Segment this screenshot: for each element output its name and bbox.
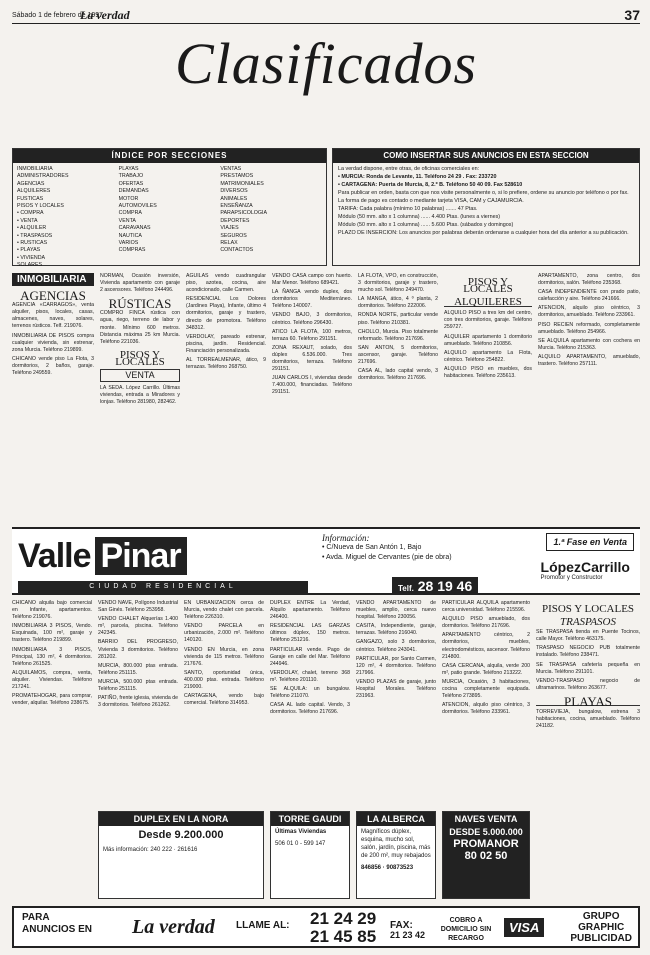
classified-ad: CARTAGENA, vendo bajo comercial. Teléfono 314953.	[184, 693, 264, 707]
classified-ad: AL TORREALMENAR, ático, 9 terrazas. Teléfono 268750.	[186, 357, 266, 371]
classified-ad: NORMAN, Ocasión inversión, Vivienda apartamento con garaje 2 ascensores. Teléfono 244496.	[100, 273, 180, 294]
ad-phone: 80 02 50	[464, 850, 508, 862]
classified-ad: INMOBILIARIA 3 PISOS, Principal, 130 m², 4 dormitorios. Teléfono 261525.	[12, 646, 92, 667]
index-item: VIAJES	[220, 225, 239, 232]
subhead-pisos-locales: PISOS Y LOCALES	[463, 276, 513, 296]
ad-text: Magníficos dúplex, esquina, mucho sol, salón, jardín, piscina, más de 200 m², muy rebajados	[361, 829, 431, 859]
column-b1	[12, 600, 92, 805]
classified-ad: CASA AL lado capital. Vendo, 3 dormitorios. Teléfono 217696.	[270, 702, 350, 716]
duplex-la-nora-ad[interactable]	[98, 811, 264, 899]
classified-ad: ALQUILO apartamento La Flota, céntrico. Teléfono 254822.	[444, 349, 532, 363]
index-item: ANIMALES	[220, 195, 248, 202]
index-item: MATRIMONIALES	[220, 180, 264, 187]
ad-title: LA ALBERCA	[357, 812, 435, 826]
subhead-agencias: AGENCIAS	[20, 288, 86, 304]
ads-list	[184, 600, 264, 707]
index-item: DEPORTES	[220, 217, 250, 224]
classified-ad: VERDOLAY, pareado estrenar, piscina, jardín. Residencial. Financiación personalizada.	[186, 333, 266, 354]
index-item: • RUSTICAS	[17, 240, 48, 247]
classified-ad: MURCIA, 500.000 ptas entrada. Teléfono 251115.	[98, 678, 178, 693]
index-item: DEMANDAS	[118, 188, 149, 195]
classified-ad: VENDO CHALET Alquerías 1.400 m², parcela, piscina. Teléfono 242345.	[98, 616, 178, 637]
classified-ad: PROMATEHOGAR, para comprar, vender, alquilar. Teléfono 238675.	[12, 693, 92, 707]
footer-line-1: PARA	[22, 912, 50, 923]
naves-venta-ad[interactable]	[442, 811, 530, 899]
grupo-line-1: GRUPO	[582, 911, 620, 922]
ads-list	[444, 310, 532, 380]
subhead-traspasos: TRASPASOS	[559, 616, 617, 629]
valle-pinar-banner[interactable]	[12, 527, 640, 595]
ads-list	[100, 310, 180, 345]
ad-title: NAVES VENTA	[443, 812, 529, 826]
ads-list	[538, 273, 640, 368]
classified-ad: VENDO PARCELA en urbanización, 2.000 m². Teléfono 140120.	[184, 623, 264, 644]
index-item: ADMINISTRADORES	[17, 173, 69, 180]
classified-ad: PATIÑO, frente iglesia, vivienda de 3 dormitorios. Teléfono 261262.	[98, 695, 178, 709]
footer-cobro: COBRO A DOMICILIO SIN RECARGO	[440, 917, 492, 942]
info-address-1: • C/Nueva de San Antón 1, Bajo	[322, 544, 422, 551]
issue-date: Sábado 1 de febrero de 1997	[12, 12, 104, 19]
classified-ad: VENDO APARTAMENTO de muebles, amplio, cerca nuevo hospital. Teléfono 230056.	[356, 600, 436, 621]
index-item: ENSEÑANZA	[220, 203, 253, 210]
index-item: • VIVIENDA	[17, 254, 46, 261]
column-2	[100, 273, 180, 523]
ads-list	[12, 600, 92, 707]
classified-ad: CASITA, Independiente, garaje, terrazas. Teléfono 216040.	[356, 623, 436, 637]
classified-ad: PISO RECIEN reformado, completamente amueblado. Teléfono 254966.	[538, 321, 640, 335]
classified-ad: CASA INDEPENDIENTE con prado patio, calefacción y aire. Teléfono 241666.	[538, 289, 640, 303]
classified-ad: LA SEDA. López Carrillo. Últimas viviendas, entrada a Miradores y lonjas. Teléfono 281980, 282462.	[100, 385, 180, 406]
ads-list	[272, 273, 352, 397]
classified-ad: SE TRASPASA cafetería pequeña en Murcia. Teléfono 291101.	[536, 661, 640, 675]
index-item: OFERTAS	[118, 180, 144, 187]
index-column-3	[220, 166, 322, 270]
banner-brand	[18, 537, 187, 576]
index-item: COMPRA	[118, 210, 142, 217]
ads-list	[186, 273, 266, 371]
classified-ad: PARTICULAR vende. Pago de Garaje en calle del Mar. Teléfono 244946.	[270, 646, 350, 667]
how-to-line: La verdad dispone, entre otras, de oficinas comerciales en:	[338, 166, 480, 172]
brand-word-1: Valle	[18, 537, 91, 575]
page-number: 37	[624, 7, 640, 23]
how-to-line: TARIFA: Cada palabra (mínimo 10 palabras) ....... 47 Ptas.	[338, 206, 478, 212]
classified-ad: CHOLLO, Murcia. Piso totalmente reformado. Teléfono 217696.	[358, 328, 438, 342]
index-item: • TRASPASOS	[17, 232, 53, 239]
index-item: INMOBILIARIA	[17, 166, 53, 172]
column-3	[186, 273, 266, 523]
classified-ad: VENDO-TRASPASO negocio de ultramarinos. Teléfono 263677.	[536, 677, 640, 691]
info-title: Información:	[322, 533, 370, 543]
index-item: CARAVANAS	[118, 225, 151, 232]
index-item: PLAYAS	[118, 166, 139, 172]
footer-contact-bar	[12, 906, 640, 948]
subhead-alquileres: ALQUILERES	[444, 299, 532, 307]
classified-ad: SAN ANTON, 5 dormitorios, ascensor, garaje. Teléfono 217696.	[358, 344, 438, 366]
index-item: • ALQUILER	[17, 225, 47, 232]
phone-1: 21 24 29	[310, 909, 377, 928]
classified-ad: VENDO NAVE, Polígono Industrial San Ginés. Teléfono 253958.	[98, 600, 178, 614]
classified-ad: VENDO CASA campo con huerto. Mar Menor. Teléfono 689421.	[272, 273, 352, 287]
column-b3	[184, 600, 264, 805]
column-b2	[98, 600, 178, 805]
classified-ad: RESIDENCIAL LAS GARZAS últimos dúplex, 150 metros. Teléfono 251216.	[270, 623, 350, 644]
banner-phone	[392, 577, 478, 595]
ads-list	[98, 600, 178, 709]
phone-label: Telf.	[398, 584, 414, 593]
classified-ad: GANGAZO, solo 3 dormitorios, céntrico. Teléfono 243041.	[356, 639, 436, 653]
classified-ad: AGUILAS vendo cuadrangular piso, azotea, cocina, aire acondicionado, calle Carmen.	[186, 273, 266, 294]
la-alberca-ad[interactable]	[356, 811, 436, 899]
column-b5	[356, 600, 436, 805]
classified-ad: INMOBILIARIA DE PISOS compra cualquier vivienda, sin estrenar, zona Murcia. Teléfono 219899.	[12, 332, 94, 353]
classified-ad: EN URBANIZACION cerca de Murcia, vendo chalet con parcela. Teléfono 226310.	[184, 600, 264, 621]
ad-brand: PROMANOR	[453, 838, 519, 850]
how-to-line: Módulo (50 mm. alto x 1 columna) ...... 4.400 Ptas. (lunes a viernes)	[338, 214, 501, 220]
classified-ad: ALQUILAMOS, compra, venta, alquiler. Viviendas. Teléfono 217241.	[12, 669, 92, 691]
ads-list	[356, 600, 436, 700]
classified-ad: APARTAMENTO, zona centro, dos dormitorios, salón. Teléfono 235368.	[538, 273, 640, 287]
classified-ad: APARTAMENTO céntrico, 2 dormitorios, muebles, electrodomésticos, ascensor. Teléfono 214800.	[442, 632, 530, 660]
index-item: • VENTA	[17, 217, 38, 224]
section-header-inmobiliaria: INMOBILIARIA	[12, 273, 94, 286]
classified-ad: ZONA REXAUT, solado, dos dúplex 6.536.000. Tres dormitorios, terraza. Teléfono 291151.	[272, 344, 352, 373]
classified-ad: ATENCION, alquilo piso céntrico, 3 dormitorios, amueblado. Teléfono 233961.	[538, 305, 640, 319]
ads-list	[442, 600, 530, 716]
classified-ad: COMPRO FINCA rústica con agua, riego, terreno de labor y monte. Mínimo 600 metros. Distancia máxima 25 km Murcia. Teléfono 221036.	[100, 310, 180, 345]
ad-title: DUPLEX EN LA NORA	[99, 812, 263, 826]
classified-ad: JUAN CARLOS I, viviendas desde 7.400.000, financiadas. Teléfono 291151.	[272, 375, 352, 396]
classified-ad: VENDO BAJO, 3 dormitorios, céntrico. Teléfono 296430.	[272, 312, 352, 326]
footer-paper: La verdad	[132, 916, 215, 938]
index-item: AUTOMOVILES	[118, 203, 157, 210]
banner-info	[322, 533, 452, 563]
classified-ad: ALQUILER apartamento 1 dormitorio amueblado. Teléfono 210856.	[444, 333, 532, 347]
how-to-title: COMO INSERTAR SUS ANUNCIOS EN ESTA SECCION	[333, 149, 639, 163]
index-item: SOLARES	[17, 262, 43, 269]
classified-ad: TORREVIEJA, bungalow, estrena 3 habitaciones, cocina, amueblado. Teléfono 241182.	[536, 709, 640, 730]
brand-word-2: Pinar	[95, 537, 187, 575]
subhead-pisos-locales: PISOS Y LOCALES	[115, 348, 165, 368]
banner-subtitle: CIUDAD RESIDENCIAL	[18, 581, 308, 593]
classified-ad: ALQUILO PISO en muebles, dos habitaciones. Teléfono 235613.	[444, 365, 532, 380]
ad-title: TORRE GAUDI	[271, 812, 349, 826]
visa-logo: VISA	[504, 918, 544, 937]
index-title: ÍNDICE POR SECCIONES	[13, 149, 326, 163]
grupo-graphic-logo	[570, 911, 632, 944]
index-item: VENTAS	[220, 166, 242, 172]
index-item: COMPRAS	[118, 247, 146, 254]
classified-ad: MURCIA, Ocasión, 3 habitaciones, cocina completamente equipada. Teléfono 273895.	[442, 678, 530, 700]
classified-ad: LA FLOTA, VPO, en construcción, 3 dormitorios, garaje y trastero, mucho sol. Teléfono 249470.	[358, 273, 438, 294]
ads-list	[358, 273, 438, 382]
ad-info: Más información: 240 222 · 261616	[103, 847, 198, 853]
index-item: • PLAYAS	[17, 247, 41, 254]
index-item: PISOS Y LOCALES	[17, 203, 64, 210]
index-item: CONTACTOS	[220, 247, 254, 254]
index-item: ALQUILERES	[17, 188, 51, 195]
index-item: PARAPSICOLOGIA	[220, 210, 268, 217]
classified-ad: ALQUILO PISO a tres km del centro, con tres dormitorios, garaje. Teléfono 259727.	[444, 310, 532, 331]
index-item: AGENCIAS	[17, 180, 45, 187]
grupo-line-2: GRAPHIC	[578, 922, 625, 933]
fax-label: FAX:	[390, 920, 413, 931]
classified-ad: ALQUILO PISO amueblado, dos dormitorios. Teléfono 217696.	[442, 616, 530, 630]
subhead-playas: PLAYAS	[536, 698, 640, 706]
ads-list	[100, 385, 180, 406]
fax-number: 21 23 42	[390, 930, 426, 940]
classified-ad: CASA CERCANA, alquila, verde 200 m², patio grande. Teléfono 213222.	[442, 662, 530, 676]
section-title: Clasificados	[174, 31, 478, 96]
index-item: • COMPRA	[17, 210, 44, 217]
how-to-line: Módulo (50 mm. alto x 1 columna) ...... 5.600 Ptas. (sábados y domingos)	[338, 222, 514, 228]
classified-ad: VENDO PLAZAS de garaje, junto Hospital Morales. Teléfono 231963.	[356, 678, 436, 700]
classified-ad: LA ÑANGA vendo duplex, dos dormitorios Mediterráneo. Teléfono 140007.	[272, 289, 352, 310]
classified-ad: TRASPASO NEGOCIO PUB totalmente instalado. Teléfono 238471.	[536, 645, 640, 659]
how-to-line: La forma de pago es contado o mediante tarjeta VISA, CAM y CAJAMURCIA.	[338, 198, 524, 204]
subhead-pisos-locales: PISOS Y LOCALES	[541, 603, 635, 615]
grupo-line-3: PUBLICIDAD	[570, 933, 632, 944]
footer-line-2: ANUNCIOS EN	[22, 924, 93, 935]
index-item: MOTOR	[118, 195, 139, 202]
subhead-rusticas: RÚSTICAS	[108, 296, 172, 312]
how-to-line: Para publicar en orden, basta con que nos visite personalmente o, si lo prefiere, ordene su anuncio por teléfono o por fax.	[338, 190, 629, 196]
column-1	[12, 273, 94, 523]
phone-number: 28 19 46	[417, 578, 473, 594]
classified-ad: PARTICULAR ALQUILA apartamento cerca universidad. Teléfono 215596.	[442, 600, 530, 614]
ad-phone: 506 01 0 - 599 147	[275, 841, 326, 847]
how-to-insert-box	[332, 148, 640, 266]
classified-ad: LA MANGA, ático, 4 º planta, 2 dormitorios. Teléfono 222006.	[358, 296, 438, 310]
index-column-2	[119, 166, 221, 270]
classified-ad: VERDOLAY, chalet, terreno 368 m². Teléfono 201110.	[270, 669, 350, 683]
index-item: DIVERSOS	[220, 188, 248, 195]
ads-list	[270, 600, 350, 716]
column-7	[538, 273, 640, 523]
ads-list	[100, 273, 180, 294]
classified-ad: RESIDENCIAL Los Dolores (Jardines Playa), Infante, último 4 dormitorios, garaje y trastero, directo de promotora. Teléfono 348312.	[186, 296, 266, 331]
classified-ad: AGENCIA «CARRAGOS», venta alquiler, pisos, locales, casas, almacenes, naves, solares, terrenos rústicos. Telf. 219076.	[12, 302, 94, 330]
index-item: TRABAJO	[118, 173, 144, 180]
column-5	[358, 273, 438, 523]
column-b4	[270, 600, 350, 805]
index-column-1	[17, 166, 119, 270]
page-header	[12, 8, 640, 24]
index-item: FUSTICAS	[17, 195, 44, 202]
how-to-line: • MURCIA: Ronda de Levante, 11. Teléfono 24 29 . Fax: 233720	[338, 174, 497, 180]
ad-price: Desde 9.200.000	[138, 829, 224, 841]
classified-ad: SANTO, oportunidad única, 400.000 ptas. entrada. Teléfono 219000.	[184, 669, 264, 691]
index-item: RELAX	[220, 240, 238, 247]
phase-badge: 1.ª Fase en Venta	[546, 533, 634, 551]
masthead: La verdad	[80, 8, 130, 22]
index-item: NAUTICA	[118, 232, 142, 239]
classified-ad: VENDO EN Murcia, en zona vivienda de 115 metros. Teléfono 217676.	[184, 646, 264, 667]
classified-ad: ATICO LA FLOTA, 100 metros, terraza 60. Teléfono 291151.	[272, 328, 352, 342]
builder-subtitle: Promotor y Constructor	[540, 575, 603, 581]
builder-name: LópezCarrillo	[540, 559, 630, 575]
ads-list	[12, 302, 94, 377]
classified-ad: CHICANO vende piso La Flota, 3 dormitorios, 2 baños, garaje. Teléfono 249559.	[12, 355, 94, 377]
classified-ad: CASA AL, lado capital vendo, 3 dormitorios. Teléfono 217696.	[358, 368, 438, 382]
classified-ad: ATENCION, alquilo piso céntrico, 3 dormitorios. Teléfono 233961.	[442, 702, 530, 716]
torre-gaudi-ad[interactable]	[270, 811, 350, 899]
classifieds-page	[12, 8, 640, 948]
index-item: VENTA	[118, 217, 136, 224]
index-item: VARIOS	[118, 240, 139, 247]
ads-list	[536, 629, 640, 692]
how-to-line: PLAZO DE INSERCION: Los anuncios por palabras deberán ordenarse a cualquier hora del día anterior a su publicación.	[338, 230, 629, 236]
info-address-2: • Avda. Miguel de Cervantes (pie de obra)	[322, 554, 452, 561]
subhead-venta: VENTA	[100, 369, 180, 382]
section-index	[12, 148, 327, 269]
index-item: PRESTAMOS	[220, 173, 254, 180]
classified-ad: CHICANO alquila bajo comercial en Infante, apartamentos. Teléfono 219076.	[12, 600, 92, 621]
ads-list	[536, 709, 640, 730]
footer-call-label: LLAME AL:	[236, 920, 290, 931]
classified-ad: PARTICULAR, por Santo Carmen, 120 m², 4 dormitorios. Teléfono 217966.	[356, 655, 436, 676]
classified-ad: ALQUILO APARTAMENTO, amueblado, trastero. Teléfono 257111.	[538, 353, 640, 368]
ad-subtitle: Últimas Viviendas	[275, 829, 327, 835]
column-6	[444, 273, 532, 523]
classified-ad: INMOBILIARIA 3 PISOS, Vendo. Esquinada, 100 m², garaje y trastero. Teléfono 219899.	[12, 623, 92, 644]
footer-phones	[310, 910, 376, 946]
column-4	[272, 273, 352, 523]
column-b7	[536, 600, 640, 900]
ad-price: DESDE 5.000.000	[449, 827, 523, 837]
classified-ad: RONDA NORTE, particular vende piso. Teléfono 210381.	[358, 312, 438, 326]
phone-2: 21 45 85	[310, 927, 377, 946]
classified-ad: BARRIO DEL PROGRESO, Vivienda 3 dormitorios. Teléfono 281202.	[98, 639, 178, 660]
builder-logo	[541, 559, 630, 581]
how-to-line: • CARTAGENA: Puerta de Murcia, 8, 2.º B. Teléfono 50 40 09. Fax 528610	[338, 182, 523, 188]
footer-lead	[22, 912, 92, 936]
classified-ad: SE ALQUILA: un bungalow. Teléfono 211070.	[270, 686, 350, 700]
classified-ad: DUPLEX ENTRE La Verdad, Alquilo apartamento. Teléfono 246400.	[270, 600, 350, 621]
classified-ad: SE TRASPASA tienda en Puente Tocinos, calle Mayor. Teléfono 463175.	[536, 629, 640, 643]
index-item: SEGUROS	[220, 232, 247, 239]
ad-phone: 846856 · 90873523	[361, 865, 414, 871]
classified-ad: SE ALQUILA apartamento con cochera en Murcia. Teléfono 215363.	[538, 337, 640, 351]
classified-ad: MURCIA, 800.000 ptas entrada. Teléfono 251115.	[98, 662, 178, 676]
